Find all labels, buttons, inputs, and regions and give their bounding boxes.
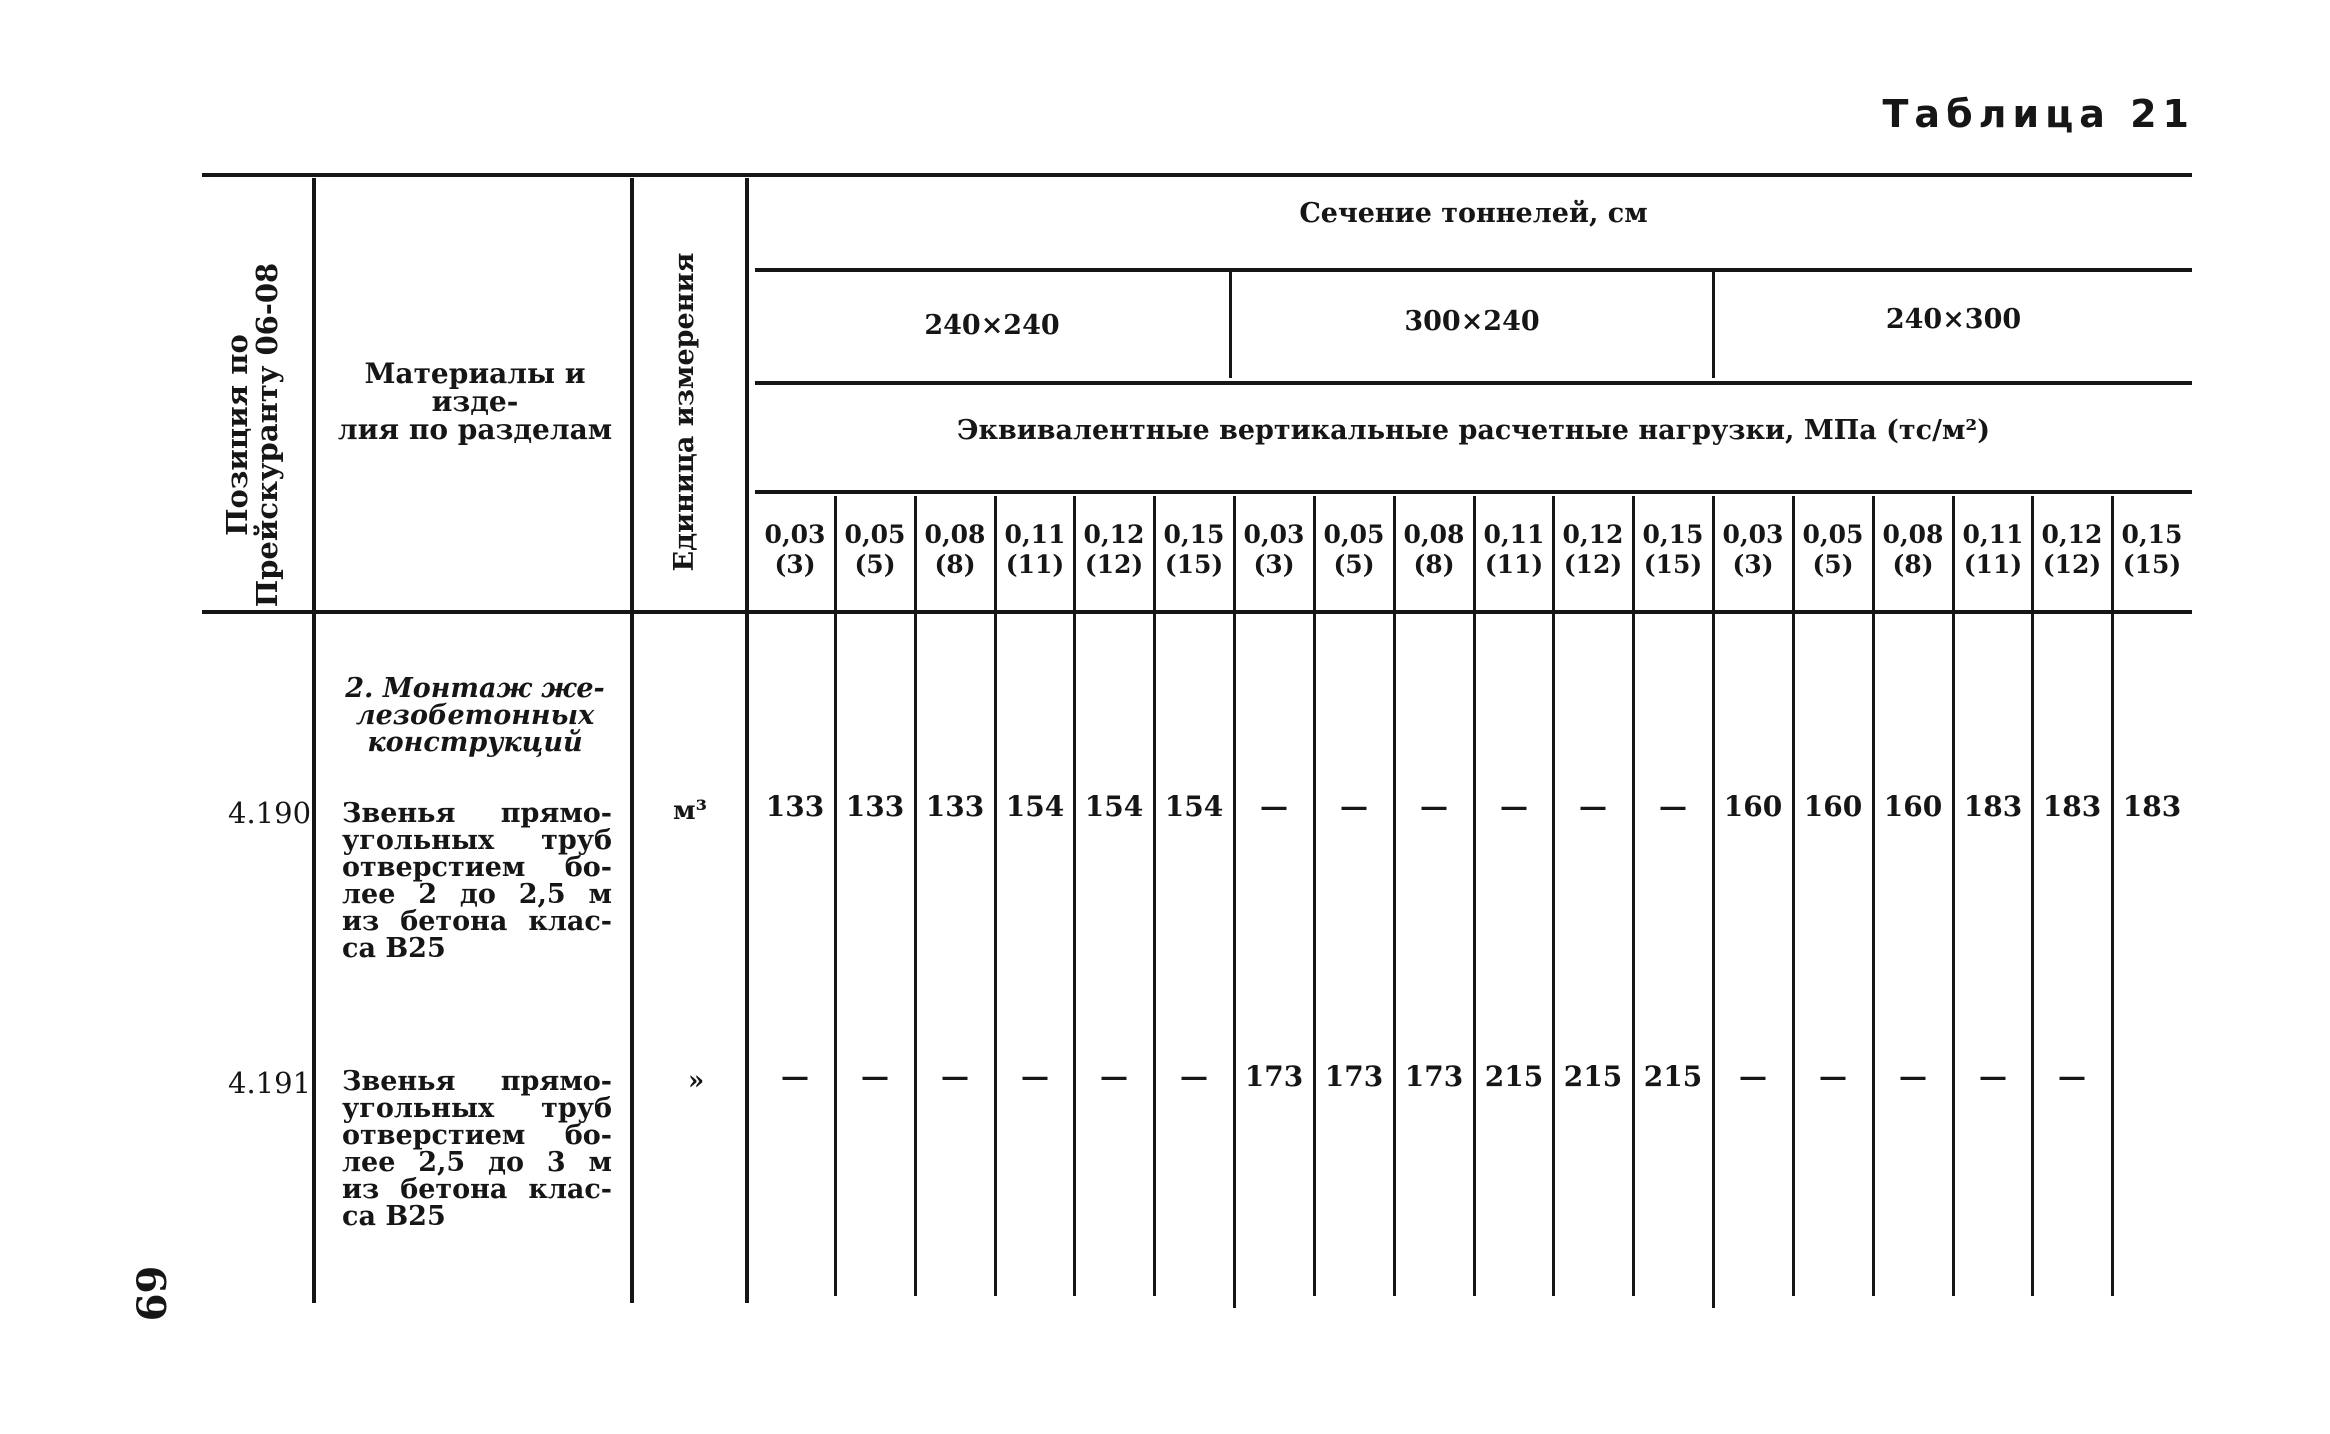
load-header [1474,520,1554,580]
value-cell: 160 [1883,790,1943,823]
load-header [1314,520,1394,580]
load-header-line: (3) [774,550,816,579]
load-column-rule [994,496,997,1296]
load-header-line: 0,11 [1483,520,1545,549]
load-header [1154,520,1234,580]
loads-title: Эквивалентные вертикальные расчетные нагрузки, МПа (тс/м²) [956,415,1990,446]
description-line: са В25 [342,1201,446,1232]
load-header [755,520,835,580]
value-cell: — [1100,1060,1128,1093]
value-cell: — [861,1060,889,1093]
value-cell: — [1500,790,1528,823]
load-header [1234,520,1314,580]
value-cell: 215 [1484,1060,1544,1093]
description-line: из бетона клас- [342,906,612,937]
load-header [1633,520,1713,580]
load-header-line: (3) [1732,550,1774,579]
load-column-rule [1073,496,1076,1296]
loads-title-rule [755,490,2192,494]
materials-header-line: Материалы и изде- [364,357,586,418]
load-column-rule [1313,496,1316,1296]
load-header [995,520,1075,580]
value-cell: 133 [845,790,905,823]
value-cell: — [941,1060,969,1093]
materials-header [325,357,625,446]
load-header-line: (12) [1084,550,1144,579]
row-unit: » [688,1066,705,1096]
value-cell: 154 [1005,790,1065,823]
load-column-rule [2111,496,2114,1296]
description-line: угольных труб [342,1093,612,1124]
value-cell: — [1979,1060,2007,1093]
load-header-line: (8) [1413,550,1455,579]
value-cell: 183 [2122,790,2182,823]
load-header-line: 0,05 [1323,520,1385,549]
row-description [342,800,612,962]
load-header-line: 0,12 [2041,520,2103,549]
value-cell: 173 [1404,1060,1464,1093]
load-header-line: 0,05 [844,520,906,549]
load-header-line: 0,15 [2121,520,2183,549]
load-header [1793,520,1873,580]
load-header-line: 0,12 [1083,520,1145,549]
load-header-line: (5) [1812,550,1854,579]
size-header: 240×300 [1885,304,2022,335]
load-header-line: (15) [2122,550,2182,579]
row-description [342,1068,612,1230]
load-header-line: (11) [1963,550,2023,579]
load-header [835,520,915,580]
unit-header: Единица измерения [669,252,700,572]
load-header [1394,520,1474,580]
value-cell: 154 [1164,790,1224,823]
load-column-rule [1233,496,1236,1308]
value-cell: 183 [2042,790,2102,823]
load-column-rule [1393,496,1396,1296]
value-cell: 154 [1084,790,1144,823]
value-cell: — [781,1060,809,1093]
load-header-line: (11) [1484,550,1544,579]
materials-header-line: лия по разделам [337,413,613,446]
value-cell: — [1579,790,1607,823]
load-header [1873,520,1953,580]
value-cell: — [1420,790,1448,823]
value-cell: — [1340,790,1368,823]
value-cell: 173 [1324,1060,1384,1093]
value-cell: — [1021,1060,1049,1093]
value-cell: — [2058,1060,2086,1093]
value-cell: — [1739,1060,1767,1093]
load-header-line: (8) [1892,550,1934,579]
load-column-rule [1952,496,1955,1296]
table-top-rule [202,173,2192,177]
load-header [915,520,995,580]
value-cell: 215 [1643,1060,1703,1093]
load-column-rule [1872,496,1875,1296]
load-column-rule [1792,496,1795,1296]
section-heading-line: конструкций [367,727,583,758]
load-column-rule [1552,496,1555,1296]
load-column-rule [914,496,917,1296]
sizes-rule [755,381,2192,385]
load-header-line: (8) [934,550,976,579]
value-cell: 215 [1563,1060,1623,1093]
load-header [2112,520,2192,580]
description-line: Звенья прямо- [342,1066,612,1097]
value-cell: 133 [925,790,985,823]
value-cell: 160 [1723,790,1783,823]
value-cell: 133 [765,790,825,823]
load-header-line: (5) [854,550,896,579]
value-cell: 183 [1963,790,2023,823]
load-header-line: 0,03 [764,520,826,549]
load-header-line: 0,11 [1004,520,1066,549]
load-header-line: (11) [1005,550,1065,579]
load-header-line: 0,03 [1243,520,1305,549]
row-code: 4.190 [228,796,312,830]
section-header-rule [755,268,2192,272]
description-line: угольных труб [342,825,612,856]
load-header-line: 0,08 [1882,520,1944,549]
load-header-line: 0,08 [924,520,986,549]
section-header: Сечение тоннелей, см [1299,198,1648,229]
load-header-line: 0,15 [1163,520,1225,549]
description-line: лее 2 до 2,5 м [342,879,612,910]
load-column-rule [1473,496,1476,1296]
load-column-rule [2031,496,2034,1296]
load-header [1713,520,1793,580]
position-header: Позиция по Прейскуранту 06-08 [220,262,284,608]
row-code: 4.191 [228,1066,312,1100]
description-line: отверстием бо- [342,1120,612,1151]
value-cell: — [1899,1060,1927,1093]
load-header [1953,520,2033,580]
load-header [1074,520,1154,580]
table-title: Таблица 21 [1882,92,2195,136]
description-line: лее 2,5 до 3 м [342,1147,612,1178]
load-header-line: 0,08 [1403,520,1465,549]
load-header [1553,520,1633,580]
size-header: 300×240 [1404,306,1540,337]
load-column-rule [834,496,837,1296]
value-cell: — [1819,1060,1847,1093]
load-header-line: (5) [1333,550,1375,579]
load-header-line: (12) [2042,550,2102,579]
description-line: из бетона клас- [342,1174,612,1205]
col-rule-position [312,178,316,1303]
load-column-rule [1153,496,1156,1296]
section-heading-line: лезобетонных [355,700,595,731]
load-header [2032,520,2112,580]
value-cell: — [1180,1060,1208,1093]
header-bottom-rule [202,610,2192,614]
description-line: Звенья прямо- [342,798,612,829]
size-header: 240×240 [924,310,1060,341]
value-cell: 173 [1244,1060,1304,1093]
load-header-line: 0,03 [1722,520,1784,549]
value-cell: — [1659,790,1687,823]
load-header-line: (15) [1643,550,1703,579]
value-cell: 160 [1803,790,1863,823]
description-line: отверстием бо- [342,852,612,883]
row-unit: м³ [673,796,707,826]
load-header-line: (12) [1563,550,1623,579]
load-header-line: 0,11 [1962,520,2024,549]
col-rule-unit [745,178,749,1303]
value-cell: — [1260,790,1288,823]
load-column-rule [1712,496,1715,1308]
load-column-rule [1632,496,1635,1296]
load-header-line: 0,12 [1562,520,1624,549]
load-header-line: 0,05 [1802,520,1864,549]
description-line: са В25 [342,933,446,964]
load-header-line: (3) [1253,550,1295,579]
page-number: 69 [126,1265,174,1322]
section-heading-line: 2. Монтаж же- [345,673,605,704]
section-heading [330,675,620,756]
load-header-line: (15) [1164,550,1224,579]
load-header-line: 0,15 [1642,520,1704,549]
col-rule-materials [630,178,634,1303]
